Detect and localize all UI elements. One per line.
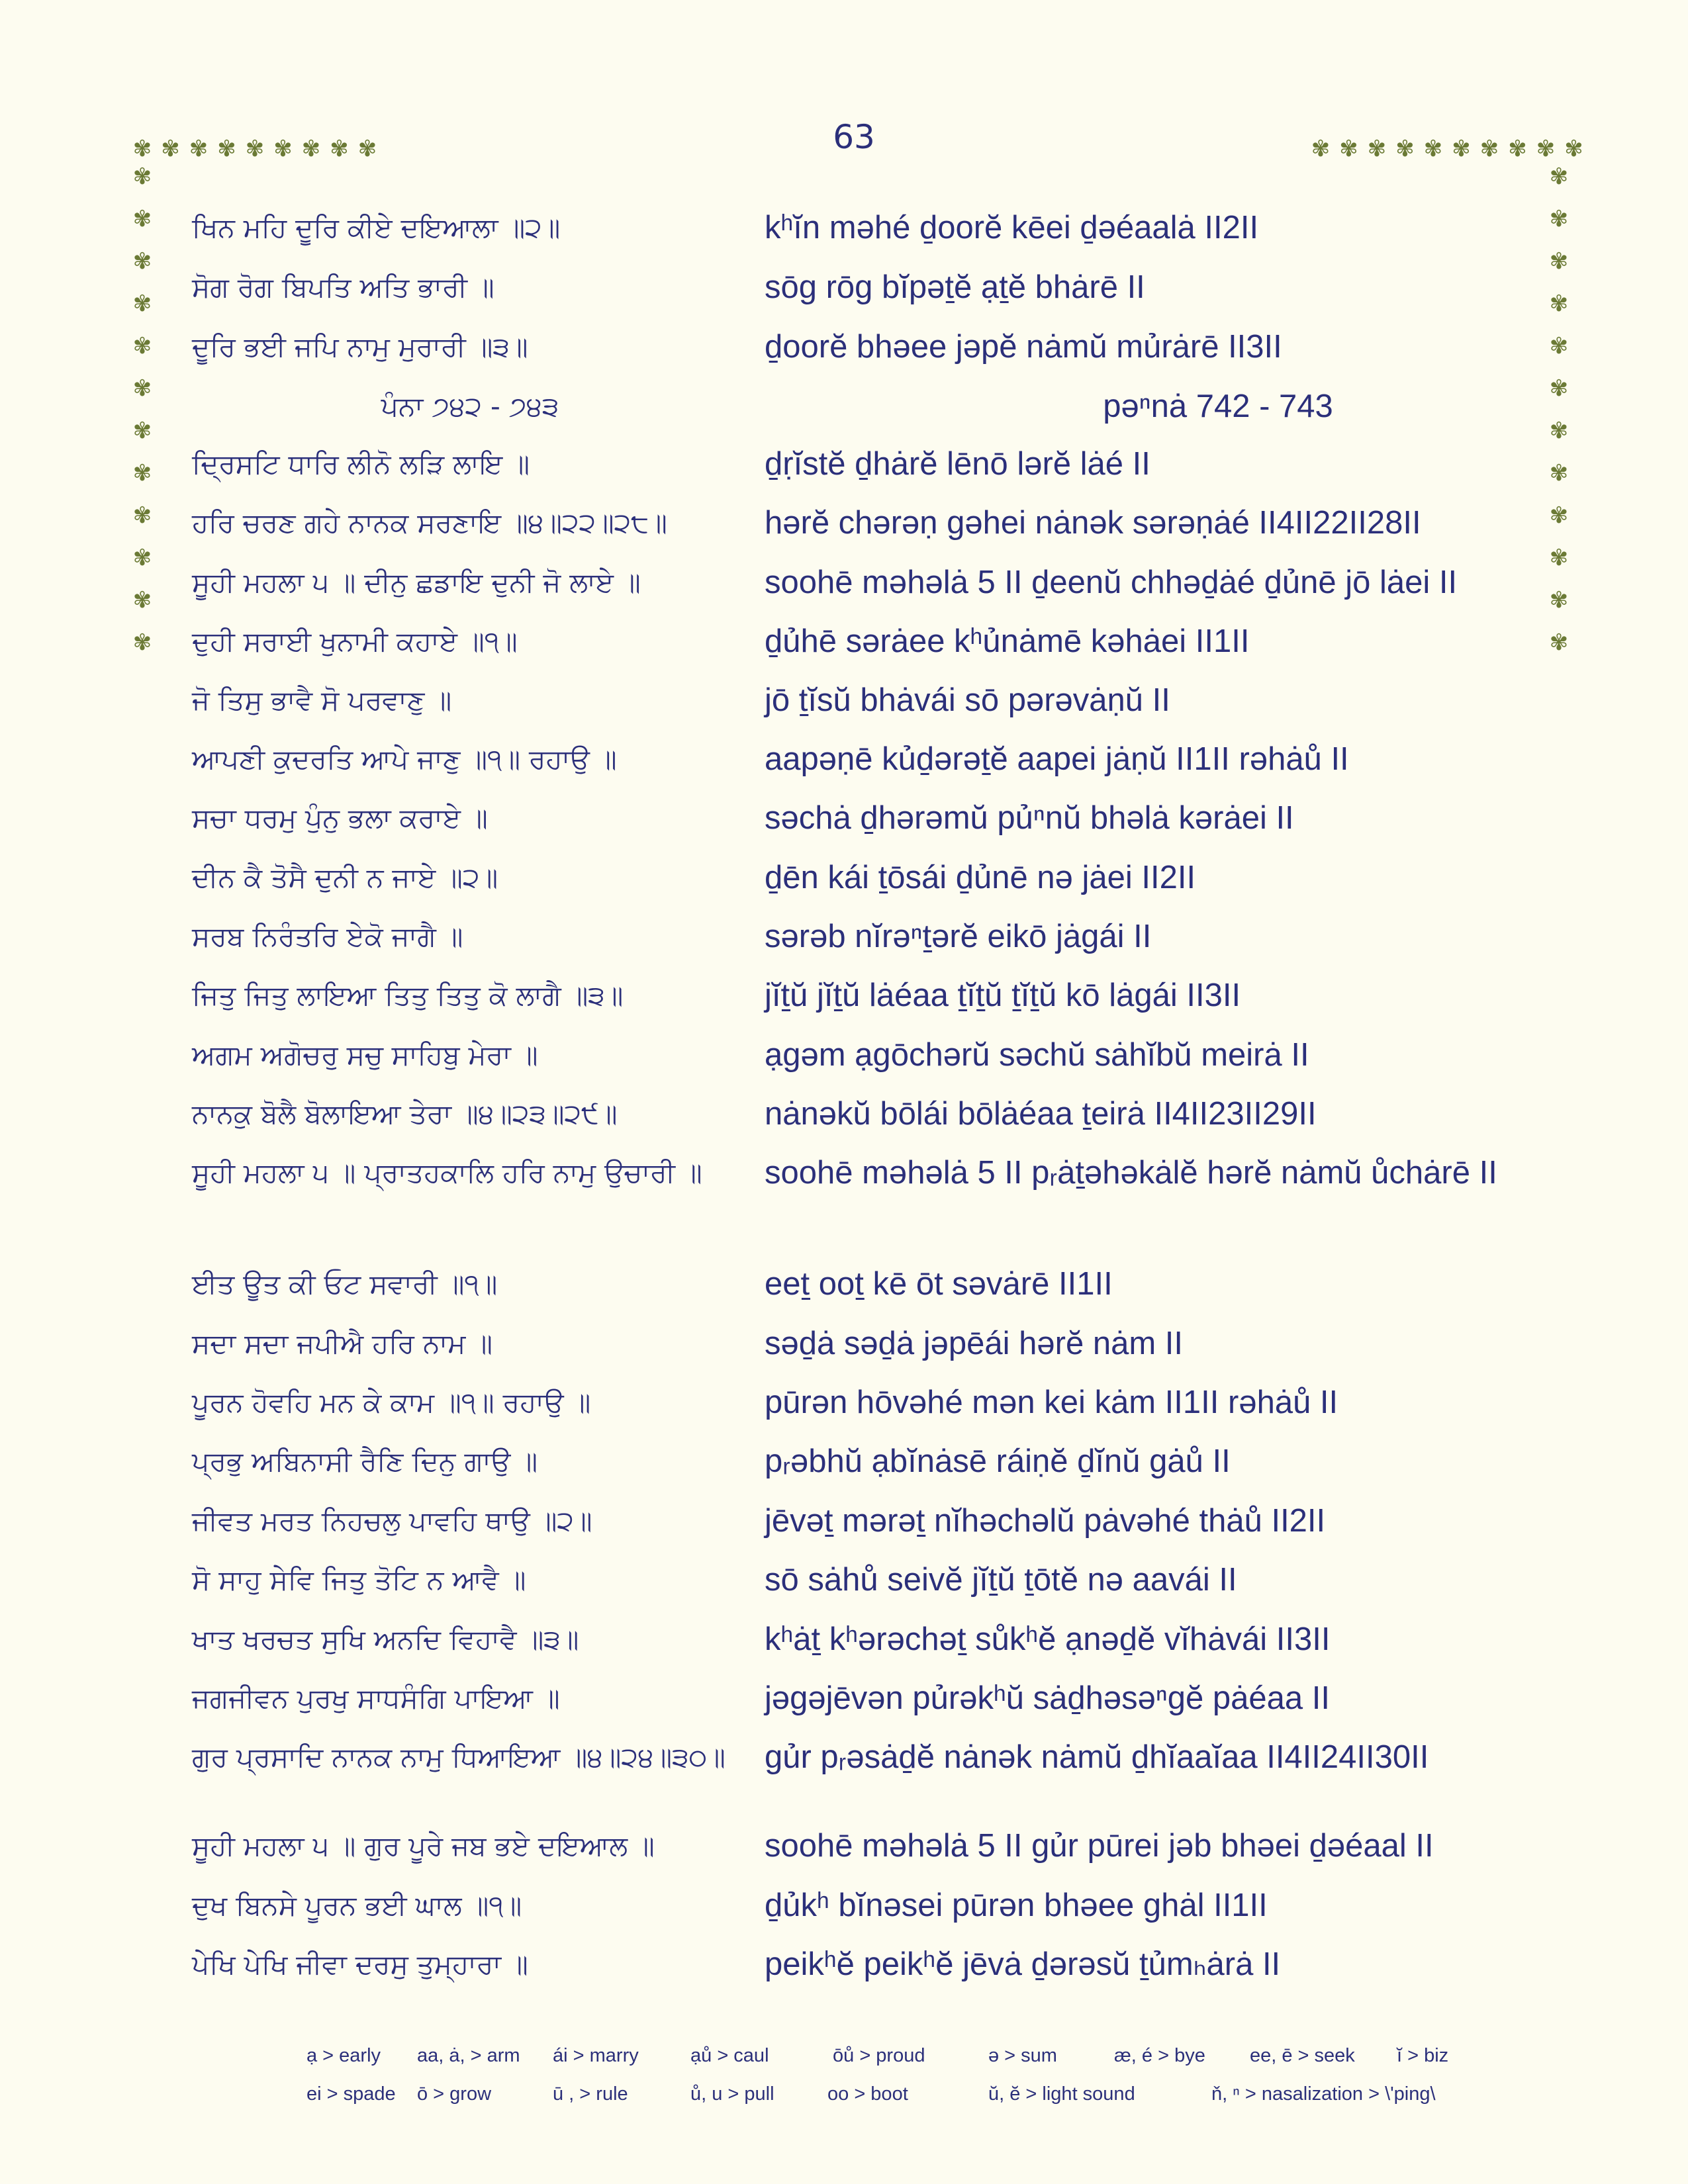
ornament-flower-icon: ✾	[330, 136, 349, 162]
ornament-flower-icon: ✾	[1549, 206, 1569, 232]
transliteration-text: soohē məhəlȧ 5 II gủr pūrei jəb bhəei ḏəéaal II	[765, 1828, 1434, 1864]
gurmukhi-text: ਖਾਤ ਖਰਚਤ ਸੁਖਿ ਅਨਦਿ ਵਿਹਾਵੈ ॥੩॥	[192, 1623, 579, 1655]
legend-entry: ạů > caul	[690, 2045, 769, 2066]
ornament-flower-icon: ✾	[1395, 136, 1415, 162]
ornament-flower-icon: ✾	[217, 136, 236, 162]
ornament-flower-icon: ✾	[1367, 136, 1387, 162]
gurmukhi-text: ਸਚਾ ਧਰਮੁ ਪੁੰਨੁ ਭਲਾ ਕਰਾਏ ॥	[192, 802, 488, 834]
legend-entry: ō > grow	[417, 2083, 492, 2105]
transliteration-text: sō sȧhů seivĕ jĭṯŭ ṯōtĕ nə aavái II	[765, 1562, 1237, 1598]
gurmukhi-text: ਦੁਖ ਬਿਨਸੇ ਪੂਰਨ ਭਈ ਘਾਲ ॥੧॥	[192, 1889, 522, 1921]
ornament-flower-icon: ✾	[1549, 460, 1569, 486]
ornament-flower-icon: ✾	[1423, 136, 1443, 162]
transliteration-text: gủr pᵣəsȧḏĕ nȧnək nȧmŭ ḏhĭaaĭaa II4II24II30II	[765, 1739, 1429, 1775]
ornament-flower-icon: ✾	[132, 206, 152, 232]
transliteration-text: sōg rōg bĭpəṯĕ ạṯĕ bhȧrē II	[765, 269, 1145, 305]
gurmukhi-text: ਦ੍ਰਿਸਟਿ ਧਾਰਿ ਲੀਨੋ ਲੜਿ ਲਾਇ ॥	[192, 448, 530, 480]
legend-entry: ōů > proud	[833, 2045, 925, 2066]
transliteration-text: pᵣəbhŭ ạbĭnȧsē ráiṇĕ ḏĭnŭ gȧů II	[765, 1443, 1231, 1479]
ornament-flower-icon: ✾	[357, 136, 377, 162]
gurmukhi-text: ਸੂਹੀ ਮਹਲਾ ੫ ॥ ਪ੍ਰਾਤਹਕਾਲਿ ਹਰਿ ਨਾਮੁ ਉਚਾਰੀ ॥	[192, 1157, 702, 1189]
gurmukhi-text: ਪੰਨਾ ੭੪੨ - ੭੪੩	[381, 390, 559, 422]
legend-entry: ee, ē > seek	[1250, 2045, 1355, 2066]
transliteration-text: jəgəjēvən pủrəkʰŭ sȧḏhəsəⁿgĕ pȧéaa II	[765, 1680, 1330, 1716]
transliteration-text: soohē məhəlȧ 5 II ḏeenŭ chhəḏȧé ḏủnē jō lȧei II	[765, 565, 1458, 600]
legend-entry: ạ > early	[306, 2045, 381, 2066]
transliteration-text: sərəb nĭrəⁿṯərĕ eikō jȧgái II	[765, 919, 1152, 954]
legend-entry: ĭ > biz	[1397, 2045, 1449, 2066]
ornament-flower-icon: ✾	[1549, 291, 1569, 317]
ornament-flower-icon: ✾	[132, 587, 152, 614]
transliteration-text: pūrən hōvəhé mən kei kȧm II1II rəhȧů II	[765, 1385, 1338, 1420]
legend-entry: ŭ, ĕ > light sound	[988, 2083, 1135, 2105]
ornament-flower-icon: ✾	[1339, 136, 1358, 162]
gurmukhi-text: ਜਗਜੀਵਨ ਪੁਰਖੁ ਸਾਧਸੰਗਿ ਪਾਇਆ ॥	[192, 1682, 560, 1714]
ornament-flower-icon: ✾	[189, 136, 209, 162]
transliteration-text: ḏēn kái ṯōsái ḏủnē nə jȧei II2II	[765, 860, 1196, 895]
ornament-flower-icon: ✾	[161, 136, 180, 162]
gurmukhi-text: ਖਿਨ ਮਹਿ ਦੂਰਿ ਕੀਏ ਦਇਆਲਾ ॥੨॥	[192, 212, 561, 244]
gurmukhi-text: ਨਾਨਕੁ ਬੋਲੈ ਬੋਲਾਇਆ ਤੇਰਾ ॥੪॥੨੩॥੨੯॥	[192, 1098, 618, 1130]
transliteration-text: jĭṯŭ jĭṯŭ lȧéaa ṯĭṯŭ ṯĭṯŭ kō lȧgái II3II	[765, 978, 1241, 1013]
ornament-flower-icon: ✾	[1549, 629, 1569, 656]
gurmukhi-text: ਗੁਰ ਪ੍ਰਸਾਦਿ ਨਾਨਕ ਨਾਮੁ ਧਿਆਇਆ ॥੪॥੨੪॥੩੦॥	[192, 1741, 726, 1773]
ornament-flower-icon: ✾	[1508, 136, 1527, 162]
ornament-flower-icon: ✾	[132, 375, 152, 402]
gurmukhi-text: ਦੂਰਿ ਭਈ ਜਪਿ ਨਾਮੁ ਮੁਰਾਰੀ ॥੩॥	[192, 331, 528, 363]
ornament-flower-icon: ✾	[1549, 502, 1569, 529]
legend-entry: ái > marry	[553, 2045, 639, 2066]
transliteration-text: jēvəṯ mərəṯ nĭhəchəlŭ pȧvəhé thȧů II2II	[765, 1503, 1326, 1539]
gurmukhi-text: ਹਰਿ ਚਰਣ ਗਹੇ ਨਾਨਕ ਸਰਣਾਇ ॥੪॥੨੨॥੨੮॥	[192, 507, 667, 539]
gurmukhi-text: ਸਦਾ ਸਦਾ ਜਪੀਐ ਹਰਿ ਨਾਮ ॥	[192, 1328, 492, 1359]
ornament-flower-icon: ✾	[1564, 136, 1583, 162]
ornament-flower-icon: ✾	[132, 629, 152, 656]
ornament-flower-icon: ✾	[273, 136, 293, 162]
ornament-flower-icon: ✾	[132, 291, 152, 317]
transliteration-text: ḏủkʰ bĭnəsei pūrən bhəee ghȧl II1II	[765, 1888, 1268, 1923]
transliteration-text: aapəṇē kủḏərəṯĕ aapei jȧṇŭ II1II rəhȧů II	[765, 741, 1349, 777]
legend-entry: æ, é > bye	[1114, 2045, 1205, 2066]
gurmukhi-text: ਈਤ ਊਤ ਕੀ ਓਟ ਸਵਾਰੀ ॥੧॥	[192, 1268, 498, 1300]
gurmukhi-text: ਆਪਣੀ ਕੁਦਰਤਿ ਆਪੇ ਜਾਣੁ ॥੧॥ ਰਹਾਉ ॥	[192, 743, 617, 775]
ornament-flower-icon: ✾	[132, 460, 152, 486]
gurmukhi-text: ਅਗਮ ਅਗੋਚਰੁ ਸਚੁ ਸਾਹਿਬੁ ਮੇਰਾ ॥	[192, 1039, 538, 1071]
transliteration-text: ḏoorĕ bhəee jəpĕ nȧmŭ mủrȧrē II3II	[765, 329, 1282, 365]
gurmukhi-text: ਜੋ ਤਿਸੁ ਭਾਵੈ ਸੋ ਪਰਵਾਣੁ ॥	[192, 684, 452, 716]
gurmukhi-text: ਜੀਵਤ ਮਰਤ ਨਿਹਚਲੁ ਪਾਵਹਿ ਥਾਉ ॥੨॥	[192, 1505, 592, 1537]
ornament-flower-icon: ✾	[1452, 136, 1471, 162]
ornament-flower-icon: ✾	[132, 418, 152, 444]
ornament-flower-icon: ✾	[1536, 136, 1556, 162]
gurmukhi-text: ਦੁਹੀ ਸਰਾਈ ਖੁਨਾਮੀ ਕਹਾਏ ॥੧॥	[192, 625, 518, 657]
gurmukhi-text: ਸੂਹੀ ਮਹਲਾ ੫ ॥ ਦੀਨੁ ਛਡਾਇ ਦੁਨੀ ਜੋ ਲਾਏ ॥	[192, 567, 641, 598]
transliteration-text: səchȧ ḏhərəmŭ pủⁿnŭ bhəlȧ kərȧei II	[765, 800, 1294, 836]
ornament-flower-icon: ✾	[1549, 587, 1569, 614]
transliteration-text: jō ṯĭsŭ bhȧvái sō pərəvȧṇŭ II	[765, 682, 1170, 718]
page-number: 63	[833, 118, 875, 156]
transliteration-text: eeṯ ooṯ kē ōt səvȧrē II1II	[765, 1266, 1113, 1302]
ornament-flower-icon: ✾	[301, 136, 321, 162]
legend-entry: oo > boot	[827, 2083, 908, 2105]
ornament-flower-icon: ✾	[132, 163, 152, 190]
transliteration-text: soohē məhəlȧ 5 II pᵣȧṯəhəkȧlĕ hərĕ nȧmŭ ůchȧrē II	[765, 1155, 1497, 1191]
ornament-flower-icon: ✾	[1479, 136, 1499, 162]
transliteration-text: kʰȧṯ kʰərəchəṯ sůkʰĕ ạnəḏĕ vĭhȧvái II3II	[765, 1621, 1331, 1657]
ornament-flower-icon: ✾	[1549, 163, 1569, 190]
legend-entry: aa, ȧ, > arm	[417, 2045, 520, 2066]
legend-entry: ə > sum	[988, 2045, 1057, 2066]
legend-entry: ň, ⁿ > nasalization > \'ping\	[1211, 2083, 1436, 2105]
legend-entry: ū , > rule	[553, 2083, 628, 2105]
gurmukhi-text: ਸੂਹੀ ਮਹਲਾ ੫ ॥ ਗੁਰ ਪੂਰੇ ਜਬ ਭਏ ਦਇਆਲ ॥	[192, 1830, 655, 1862]
transliteration-text: səḏȧ səḏȧ jəpēái hərĕ nȧm II	[765, 1326, 1183, 1361]
gurmukhi-text: ਪੂਰਨ ਹੋਵਹਿ ਮਨ ਕੇ ਕਾਮ ॥੧॥ ਰਹਾਉ ॥	[192, 1387, 591, 1418]
ornament-flower-icon: ✾	[132, 248, 152, 275]
gurmukhi-text: ਪ੍ਰਭੁ ਅਬਿਨਾਸੀ ਰੈਣਿ ਦਿਨੁ ਗਾਉ ॥	[192, 1445, 538, 1477]
ornament-flower-icon: ✾	[1549, 248, 1569, 275]
gurmukhi-text: ਸੋਗ ਰੋਗ ਬਿਪਤਿ ਅਤਿ ਭਾਰੀ ॥	[192, 271, 494, 303]
ornament-flower-icon: ✾	[132, 333, 152, 359]
ornament-flower-icon: ✾	[1549, 333, 1569, 359]
gurmukhi-text: ਦੀਨ ਕੈ ਤੋਸੈ ਦੁਨੀ ਨ ਜਾਏ ॥੨॥	[192, 862, 498, 893]
gurmukhi-text: ਸੋ ਸਾਹੁ ਸੇਵਿ ਜਿਤੁ ਤੋਟਿ ਨ ਆਵੈ ॥	[192, 1564, 526, 1596]
ornament-flower-icon: ✾	[1311, 136, 1331, 162]
transliteration-text: pəⁿnȧ 742 - 743	[1103, 388, 1333, 424]
transliteration-text: nȧnəkŭ bōlái bōlȧéaa ṯeirȧ II4II23II29II	[765, 1096, 1317, 1132]
transliteration-text: peikʰĕ peikʰĕ jēvȧ ḏərəsŭ ṯủmₕȧrȧ II	[765, 1946, 1281, 1982]
transliteration-text: ḏṛĭstĕ ḏhȧrĕ lēnō lərĕ lȧé II	[765, 446, 1150, 482]
ornament-flower-icon: ✾	[245, 136, 265, 162]
transliteration-text: ḏủhē sərȧee kʰủnȧmē kəhȧei II1II	[765, 623, 1250, 659]
transliteration-text: hərĕ chərəṇ gəhei nȧnək sərəṇȧé II4II22II28II	[765, 505, 1421, 541]
transliteration-text: ạgəm ạgōchərŭ səchŭ sȧhĭbŭ meirȧ II	[765, 1037, 1309, 1073]
gurmukhi-text: ਪੇਖਿ ਪੇਖਿ ਜੀਵਾ ਦਰਸੁ ਤੁਮ੍ਹਾਰਾ ॥	[192, 1948, 528, 1980]
ornament-flower-icon: ✾	[132, 545, 152, 571]
legend-entry: ů, u > pull	[690, 2083, 774, 2105]
ornament-flower-icon: ✾	[132, 502, 152, 529]
ornament-flower-icon: ✾	[1549, 375, 1569, 402]
gurmukhi-text: ਜਿਤੁ ਜਿਤੁ ਲਾਇਆ ਤਿਤੁ ਤਿਤੁ ਕੋ ਲਾਗੈ ॥੩॥	[192, 979, 624, 1011]
ornament-flower-icon: ✾	[1549, 545, 1569, 571]
ornament-flower-icon: ✾	[1549, 418, 1569, 444]
transliteration-text: kʰĭn məhé ḏoorĕ kēei ḏəéaalȧ II2II	[765, 210, 1259, 246]
ornament-flower-icon: ✾	[132, 136, 152, 162]
legend-entry: ei > spade	[306, 2083, 396, 2105]
gurmukhi-text: ਸਰਬ ਨਿਰੰਤਰਿ ਏਕੋ ਜਾਗੈ ॥	[192, 921, 463, 952]
